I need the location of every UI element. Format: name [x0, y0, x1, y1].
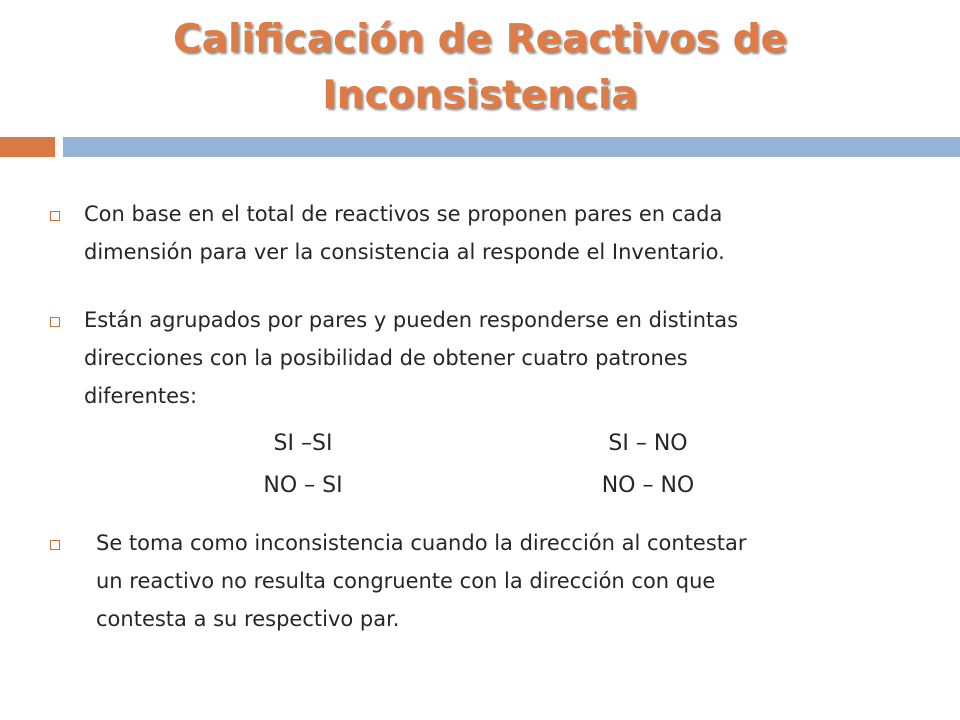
- bullet-2-text: [84, 301, 738, 415]
- bullet-1-line-2: dimensión para ver la consistencia al responde el Inventario.: [84, 240, 725, 264]
- bullet-3-line-3: contesta a su respectivo par.: [96, 607, 400, 631]
- pattern-no-no: NO – NO: [601, 473, 695, 498]
- pattern-si-no: SI – NO: [608, 431, 688, 456]
- pattern-si-si: SI –SI: [273, 431, 333, 456]
- bullet-2-line-3: diferentes:: [84, 384, 198, 408]
- bullet-1-line-1: Con base en el total de reactivos se proponen pares en cada: [84, 202, 723, 226]
- bullet-1-text: [84, 195, 725, 271]
- slide-title-line-2: Inconsistencia: [322, 73, 638, 118]
- header-bar: [63, 137, 960, 157]
- bullet-3-line-1: Se toma como inconsistencia cuando la dirección al contestar: [96, 531, 747, 555]
- bullet-square-icon: [50, 540, 60, 550]
- slide-title: [0, 12, 960, 124]
- bullet-3-line-2: un reactivo no resulta congruente con la dirección con que: [96, 569, 716, 593]
- bullet-2-line-2: direcciones con la posibilidad de obtener cuatro patrones: [84, 346, 688, 370]
- bullet-2-line-1: Están agrupados por pares y pueden responderse en distintas: [84, 308, 739, 332]
- slide-title-line-1: Calificación de Reactivos de: [173, 17, 787, 62]
- bullet-3-text: [96, 524, 747, 638]
- accent-bar: [0, 137, 55, 157]
- bullet-square-icon: [50, 317, 60, 327]
- bullet-square-icon: [50, 211, 60, 221]
- pattern-no-si: NO – SI: [263, 473, 343, 498]
